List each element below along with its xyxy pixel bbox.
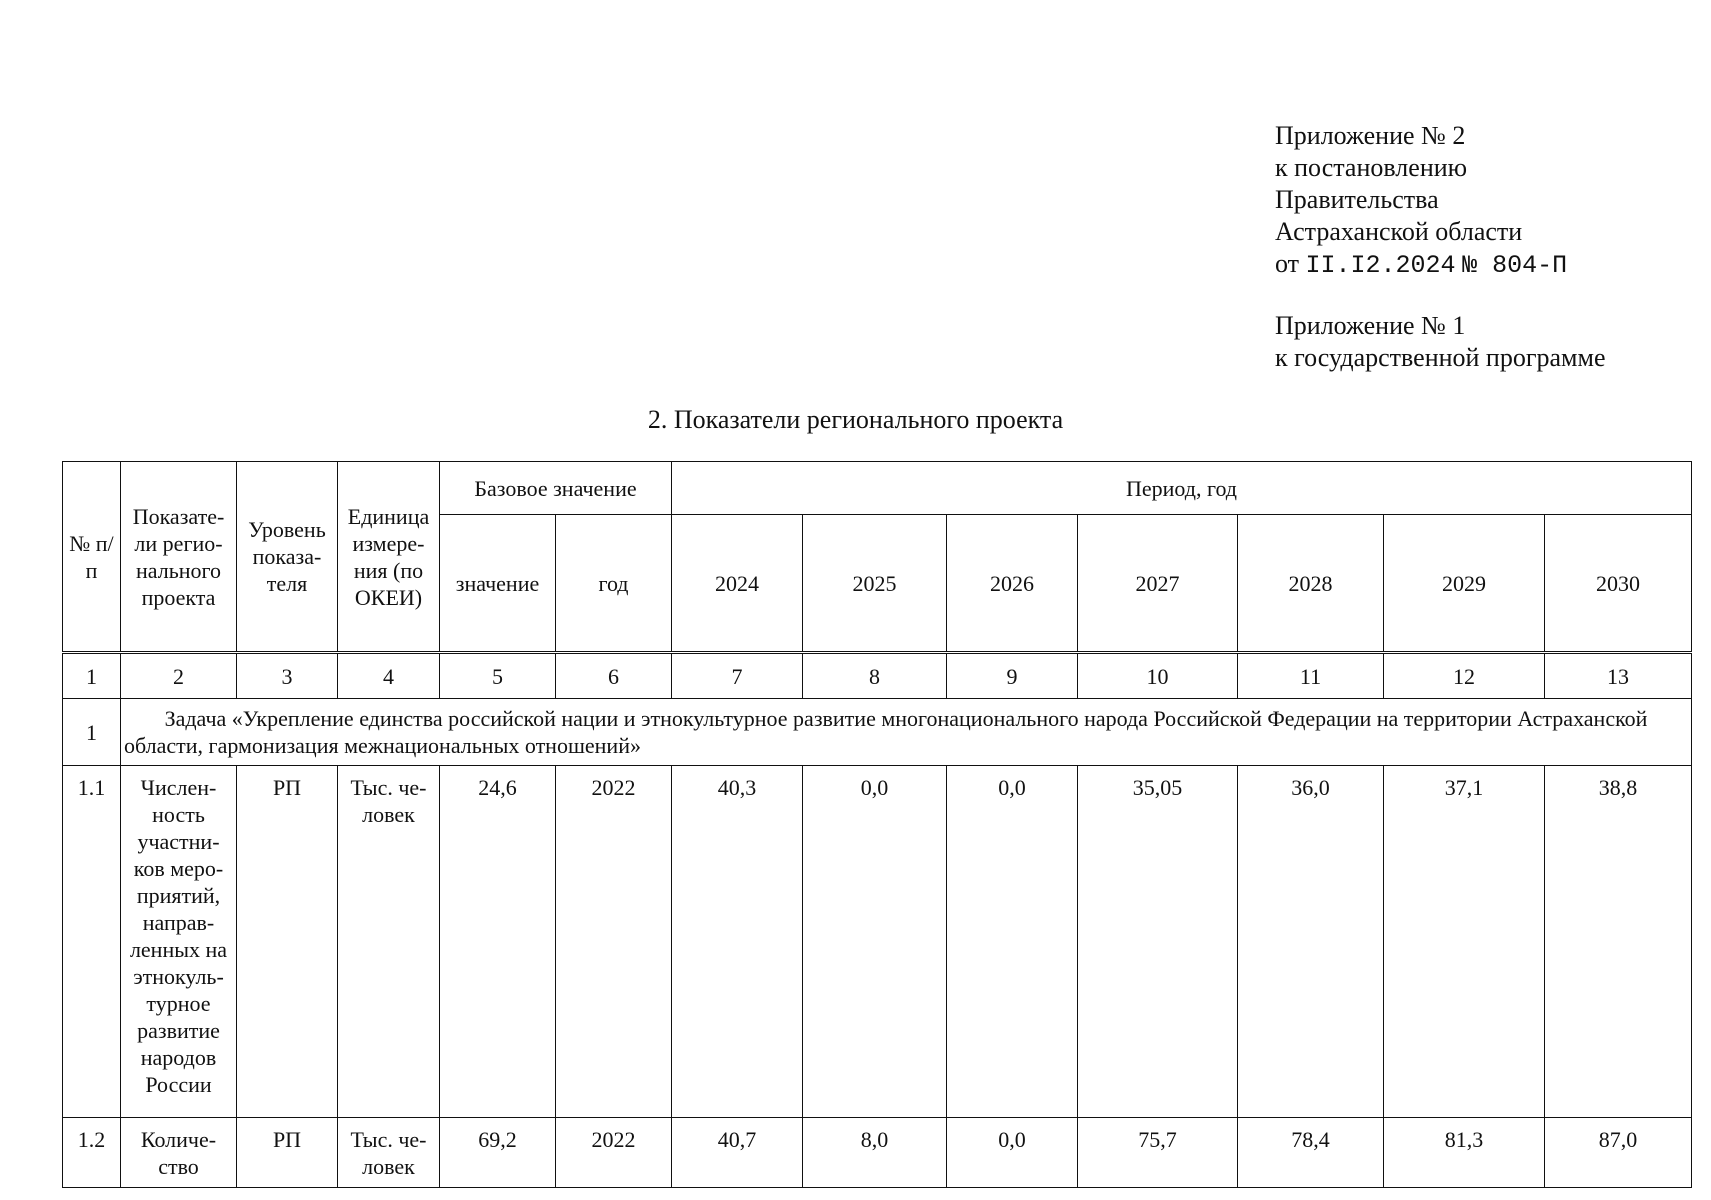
row-num: 1.2 (63, 1118, 121, 1188)
date-prefix: от (1275, 249, 1300, 278)
indicator-unit: Тыс. че-ловек (338, 1118, 440, 1188)
table-row (63, 766, 1692, 1118)
year-value: 0,0 (803, 766, 947, 1118)
indicator-unit: Тыс. че-ловек (338, 766, 440, 1118)
column-number: 11 (1238, 653, 1384, 699)
year-value: 0,0 (947, 1118, 1078, 1188)
appendix-line: Астраханской области (1275, 217, 1523, 246)
header-period: Период, год (672, 462, 1692, 515)
indicator-name: Количе-ство (121, 1118, 237, 1188)
resolution-date: II.I2.2024 (1305, 251, 1456, 280)
column-number: 4 (338, 653, 440, 699)
task-text: Задача «Укрепление единства российской нации и этнокультурное развитие многонационального народа Российской Федерации на территории Астраханской области, гармонизация межнациональных отношений» (121, 699, 1692, 766)
appendix-line: Приложение № 1 (1275, 311, 1466, 340)
year-value: 40,3 (672, 766, 803, 1118)
column-number: 8 (803, 653, 947, 699)
appendix-line: к государственной программе (1275, 343, 1606, 372)
base-year: 2022 (556, 1118, 672, 1188)
year-value: 37,1 (1384, 766, 1545, 1118)
appendix-header (1275, 120, 1695, 374)
header-year: 2025 (803, 515, 947, 653)
header-year: 2024 (672, 515, 803, 653)
indicator-level: РП (237, 766, 338, 1118)
base-value: 24,6 (440, 766, 556, 1118)
appendix-line: к постановлению (1275, 153, 1468, 182)
header-indicator: Показате-ли регио-нального проекта (121, 462, 237, 653)
header-year: 2027 (1078, 515, 1238, 653)
year-value: 38,8 (1545, 766, 1692, 1118)
section-title: 2. Показатели регионального проекта (647, 405, 1064, 434)
header-unit: Единица измере-ния (по ОКЕИ) (338, 462, 440, 653)
task-num: 1 (63, 699, 121, 766)
column-number: 12 (1384, 653, 1545, 699)
column-numbers-row (63, 653, 1692, 699)
indicators-table (62, 461, 1692, 1188)
year-value: 35,05 (1078, 766, 1238, 1118)
year-value: 75,7 (1078, 1118, 1238, 1188)
column-number: 6 (556, 653, 672, 699)
year-value: 36,0 (1238, 766, 1384, 1118)
header-base: Базовое значение (440, 462, 672, 515)
header-year: 2028 (1238, 515, 1384, 653)
column-number: 13 (1545, 653, 1692, 699)
header-year: 2030 (1545, 515, 1692, 653)
column-number: 7 (672, 653, 803, 699)
year-value: 0,0 (947, 766, 1078, 1118)
resolution-number: № 804-П (1462, 251, 1568, 280)
header-year: 2026 (947, 515, 1078, 653)
column-number: 9 (947, 653, 1078, 699)
column-number: 2 (121, 653, 237, 699)
task-row (63, 699, 1692, 766)
table-row (63, 1118, 1692, 1188)
indicator-name: Числен-ность участни-ков меро-приятий, направ-ленных на этнокуль-турное развитие народов России (121, 766, 237, 1118)
header-base-value: значение (440, 515, 556, 653)
header-base-year: год (556, 515, 672, 653)
year-value: 81,3 (1384, 1118, 1545, 1188)
header-year: 2029 (1384, 515, 1545, 653)
column-number: 5 (440, 653, 556, 699)
year-value: 87,0 (1545, 1118, 1692, 1188)
base-value: 69,2 (440, 1118, 556, 1188)
row-num: 1.1 (63, 766, 121, 1118)
year-value: 40,7 (672, 1118, 803, 1188)
appendix-block-2 (1275, 310, 1695, 374)
appendix-line: Правительства (1275, 185, 1439, 214)
column-number: 3 (237, 653, 338, 699)
column-number: 10 (1078, 653, 1238, 699)
header-level: Уровень показа-теля (237, 462, 338, 653)
year-value: 78,4 (1238, 1118, 1384, 1188)
appendix-date-line (1275, 248, 1695, 282)
header-num: № п/п (63, 462, 121, 653)
year-value: 8,0 (803, 1118, 947, 1188)
base-year: 2022 (556, 766, 672, 1118)
column-number: 1 (63, 653, 121, 699)
indicator-level: РП (237, 1118, 338, 1188)
appendix-line: Приложение № 2 (1275, 121, 1466, 150)
